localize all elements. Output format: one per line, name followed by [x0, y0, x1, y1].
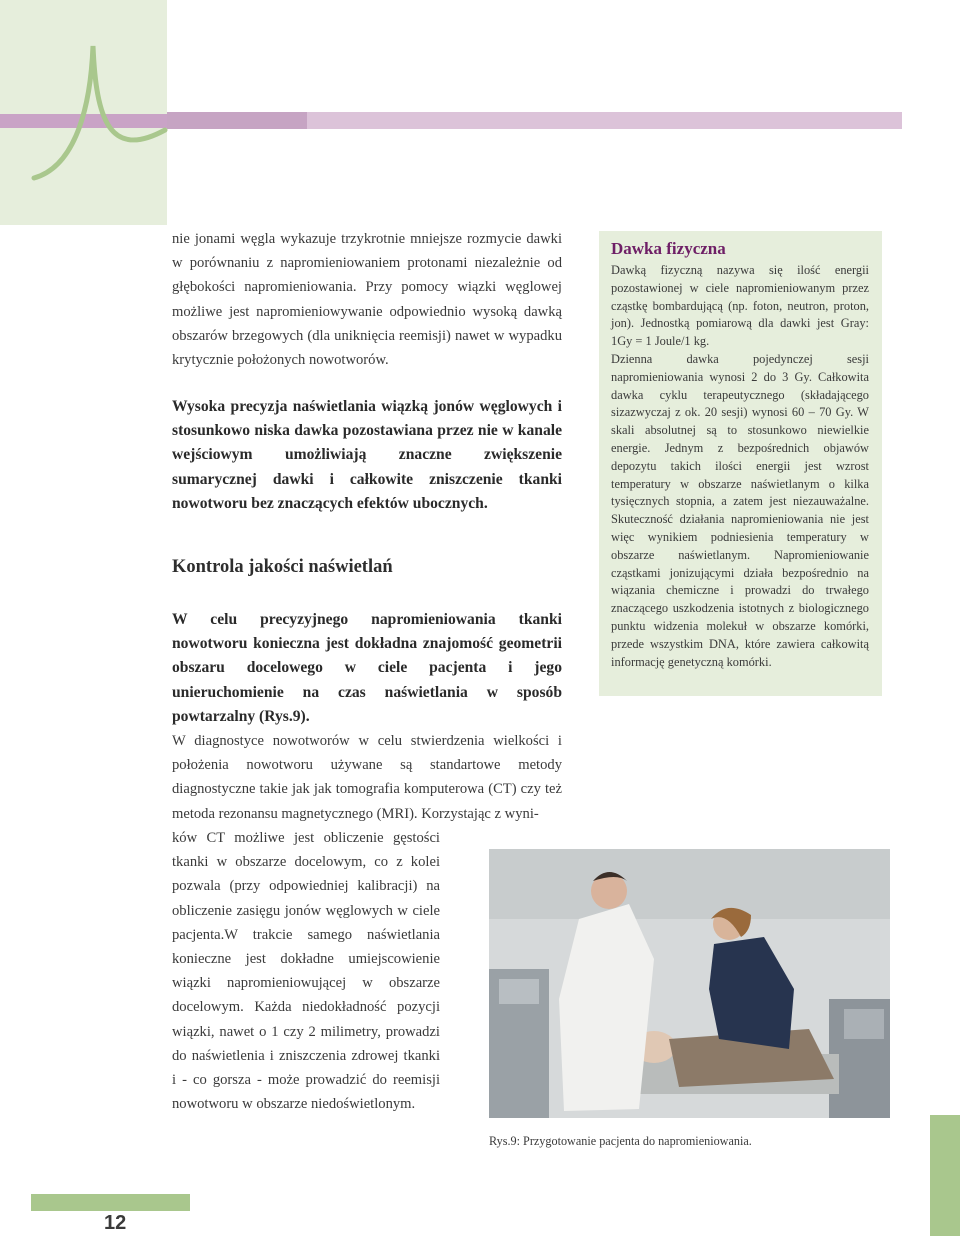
highlight-block	[172, 395, 562, 516]
section-heading-block	[172, 557, 562, 578]
right-edge-bar	[930, 1115, 960, 1236]
intro-paragraph-block	[172, 227, 562, 372]
highlight-paragraph: Wysoka precyzja naświetlania wiązką jonów węglowych i stosunkowo niska dawka pozostawiana przez nie w kanale wejściowym umożliwiają znaczne zwiększenie sumarycznej dawki i całkowite zniszczenie tkanki nowotworu bez znaczących efektów ubocznych.	[172, 398, 562, 512]
sidebar-title: Dawka fizyczna	[611, 239, 726, 258]
section-heading: Kontrola jakości naświetlań	[172, 557, 393, 577]
section-lead-block	[172, 608, 562, 729]
sidebar-paragraph-2: Dzienna dawka pojedynczej sesji napromieniowania wynosi 2 do 3 Gy. Całkowita dawka cyklu terapeutycznego (składającego sizazwyczaj z ok. 20 sesji) wynosi 60 – 70 Gy. W skali absolutnej są to stosunkowo niewielkie energie. Jednym z bezpośrednich objawów depozytu takich ilości energii jest wzrost temperatury w obszarze naświetlanym o kilka tysięcznych stopnia, a zatem jest niezauważalne. Skuteczność działania napromieniowania nie jest więc wynikiem podniesienia temperatury w obszarze naświetlanym. Napromieniowanie cząstkami jonizującymi działa bezpośrednio na wiązania chemiczne i prowadzi do trwałego znaczącego uszkodzenia istotnych z biologicznego punktu widzenia molekuł w obszarze komórki, przede wszystkim DNA, które zawiera całkowitą informację genetyczną komórki.	[611, 351, 869, 669]
header-stripe-accent	[167, 112, 307, 129]
section-lead-paragraph: W celu precyzyjnego napromieniowania tkanki nowotworu konieczna jest dokładna znajomość geometrii obszaru docelowego w ciele pacjenta i jego unieruchomienie na czas naświetlania w sposób powtarzalny (Rys.9).	[172, 611, 562, 725]
sidebar-paragraph-1: Dawką fizyczną nazywa się ilość energii pozostawionej w ciele napromieniowanym przez cząstkę bombardującą (np. foton, neutron, proton, jon). Jednostką pomiarową dla dawki jest Gray: 1Gy = 1 Joule/1 kg.	[611, 263, 869, 349]
diagnostics-narrow-block	[172, 826, 440, 1116]
page-number: 12	[104, 1212, 127, 1234]
footer-bar	[31, 1194, 190, 1211]
patient-preparation-photo	[489, 849, 890, 1118]
diagnostics-paragraph-narrow: ków CT możliwe jest obliczenie gęstości tkanki w obszarze docelowym, co z kolei pozwala (przy odpowiedniej kalibracji) na obliczenie zasięgu jonów węglowych w ciele pacjenta.W trakcie samego naświetlania konieczne jest dokładne umiejscowienie wiązki napromieniowującej w obszarze docelowym. Każda niedokładność pozycji wiązki, nawet o 1 czy 2 milimetry, prowadzi do naświetlenia i zniszczenia zdrowej tkanki i - co gorsza - może prowadzić do reemisji nowotworu w obszarze niedoświetlonym.	[172, 830, 440, 1113]
definition-sidebar	[599, 231, 882, 696]
figure-caption: Rys.9: Przygotowanie pacjenta do napromieniowania.	[489, 1134, 752, 1148]
diagnostics-paragraph-wide: W diagnostyce nowotworów w celu stwierdzenia wielkości i położenia nowotworu używane są standartowe metody diagnostyczne takie jak jak tomografia komputerowa (CT) czy też metoda rezonansu magnetycznego (MRI). Korzystając z wyni-	[172, 733, 562, 822]
bell-curve-logo	[0, 0, 170, 230]
diagnostics-wide-block	[172, 729, 562, 826]
intro-paragraph: nie jonami węgla wykazuje trzykrotnie mniejsze rozmycie dawki w porównaniu z napromieniowaniem protonami niezależnie od głębokości napromieniowania. Przy pomocy wiązki węglowej możliwe jest napromieniowywanie odpowiednio wysoką dawką obszarów brzegowych (dla uniknięcia reemisji) nawet w wypadku krytycznie położonych nowotworów.	[172, 231, 562, 369]
